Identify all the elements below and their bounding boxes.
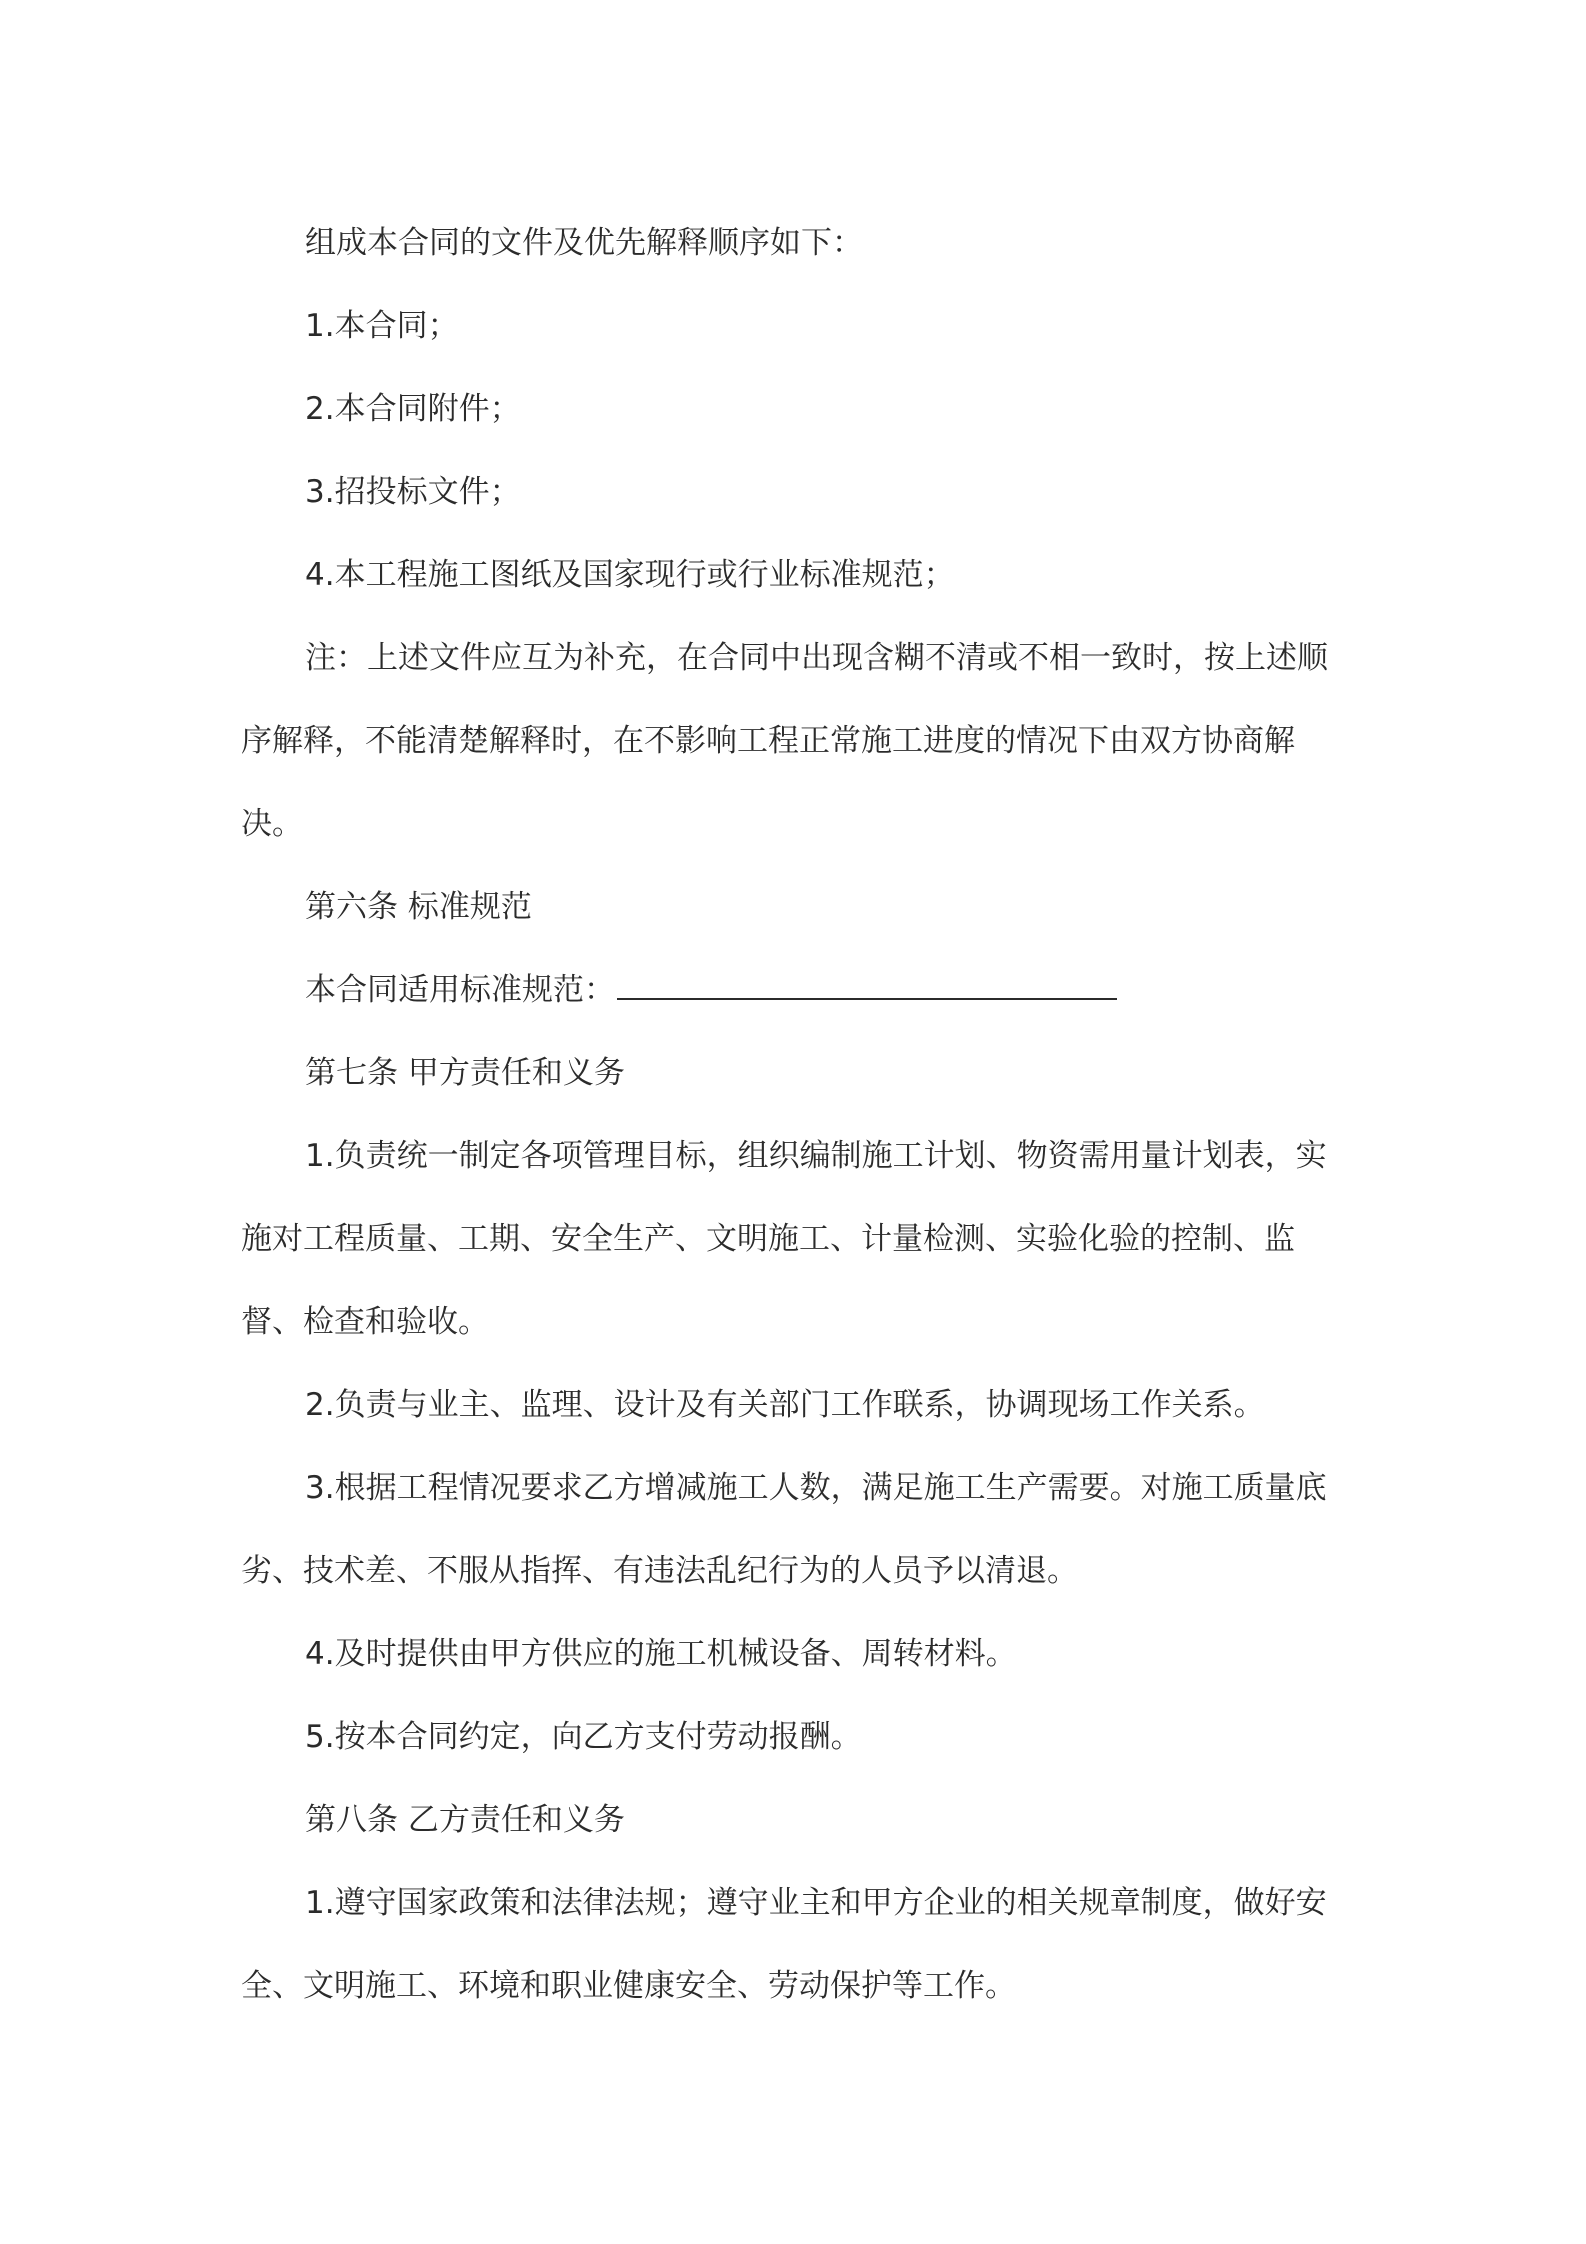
document-body: [241, 202, 1341, 2028]
standard-line: [241, 949, 1341, 1032]
party-a-duty-1: 1.负责统一制定各项管理目标，组织编制施工计划、物资需用量计划表，实施对工程质量、工期、安全生产、文明施工、计量检测、实验化验的控制、监督、检查和验收。: [241, 1138, 1327, 1340]
list-item-contract: 1.本合同；: [305, 308, 459, 344]
party-a-duty-5: 5.按本合同约定，向乙方支付劳动报酬。: [305, 1719, 862, 1755]
list-item-bidding-docs: 3.招投标文件；: [305, 474, 521, 510]
party-b-duty-1: 1.遵守国家政策和法律法规；遵守业主和甲方企业的相关规章制度，做好安全、文明施工、环境和职业健康安全、劳动保护等工作。: [241, 1885, 1327, 2004]
list-item-attachments: 2.本合同附件；: [305, 391, 521, 427]
standard-blank-field: [617, 968, 1117, 1000]
paragraph-note: 注：上述文件应互为补充，在合同中出现含糊不清或不相一致时，按上述顺序解释，不能清楚解释时，在不影响工程正常施工进度的情况下由双方协商解决。: [241, 640, 1328, 842]
standard-label: 本合同适用标准规范：: [305, 972, 615, 1008]
party-a-duty-2: 2.负责与业主、监理、设计及有关部门工作联系，协调现场工作关系。: [305, 1387, 1265, 1423]
paragraph-intro: 组成本合同的文件及优先解释顺序如下：: [305, 225, 863, 261]
article-6-heading: 第六条 标准规范: [305, 889, 532, 925]
party-a-duty-4: 4.及时提供由甲方供应的施工机械设备、周转材料。: [305, 1636, 1017, 1672]
list-item-drawings-standards: 4.本工程施工图纸及国家现行或行业标准规范；: [305, 557, 955, 593]
article-7-heading: 第七条 甲方责任和义务: [305, 1055, 625, 1091]
article-8-heading: 第八条 乙方责任和义务: [305, 1802, 625, 1838]
party-a-duty-3: 3.根据工程情况要求乙方增减施工人数，满足施工生产需要。对施工质量底劣、技术差、不服从指挥、有违法乱纪行为的人员予以清退。: [241, 1470, 1327, 1589]
